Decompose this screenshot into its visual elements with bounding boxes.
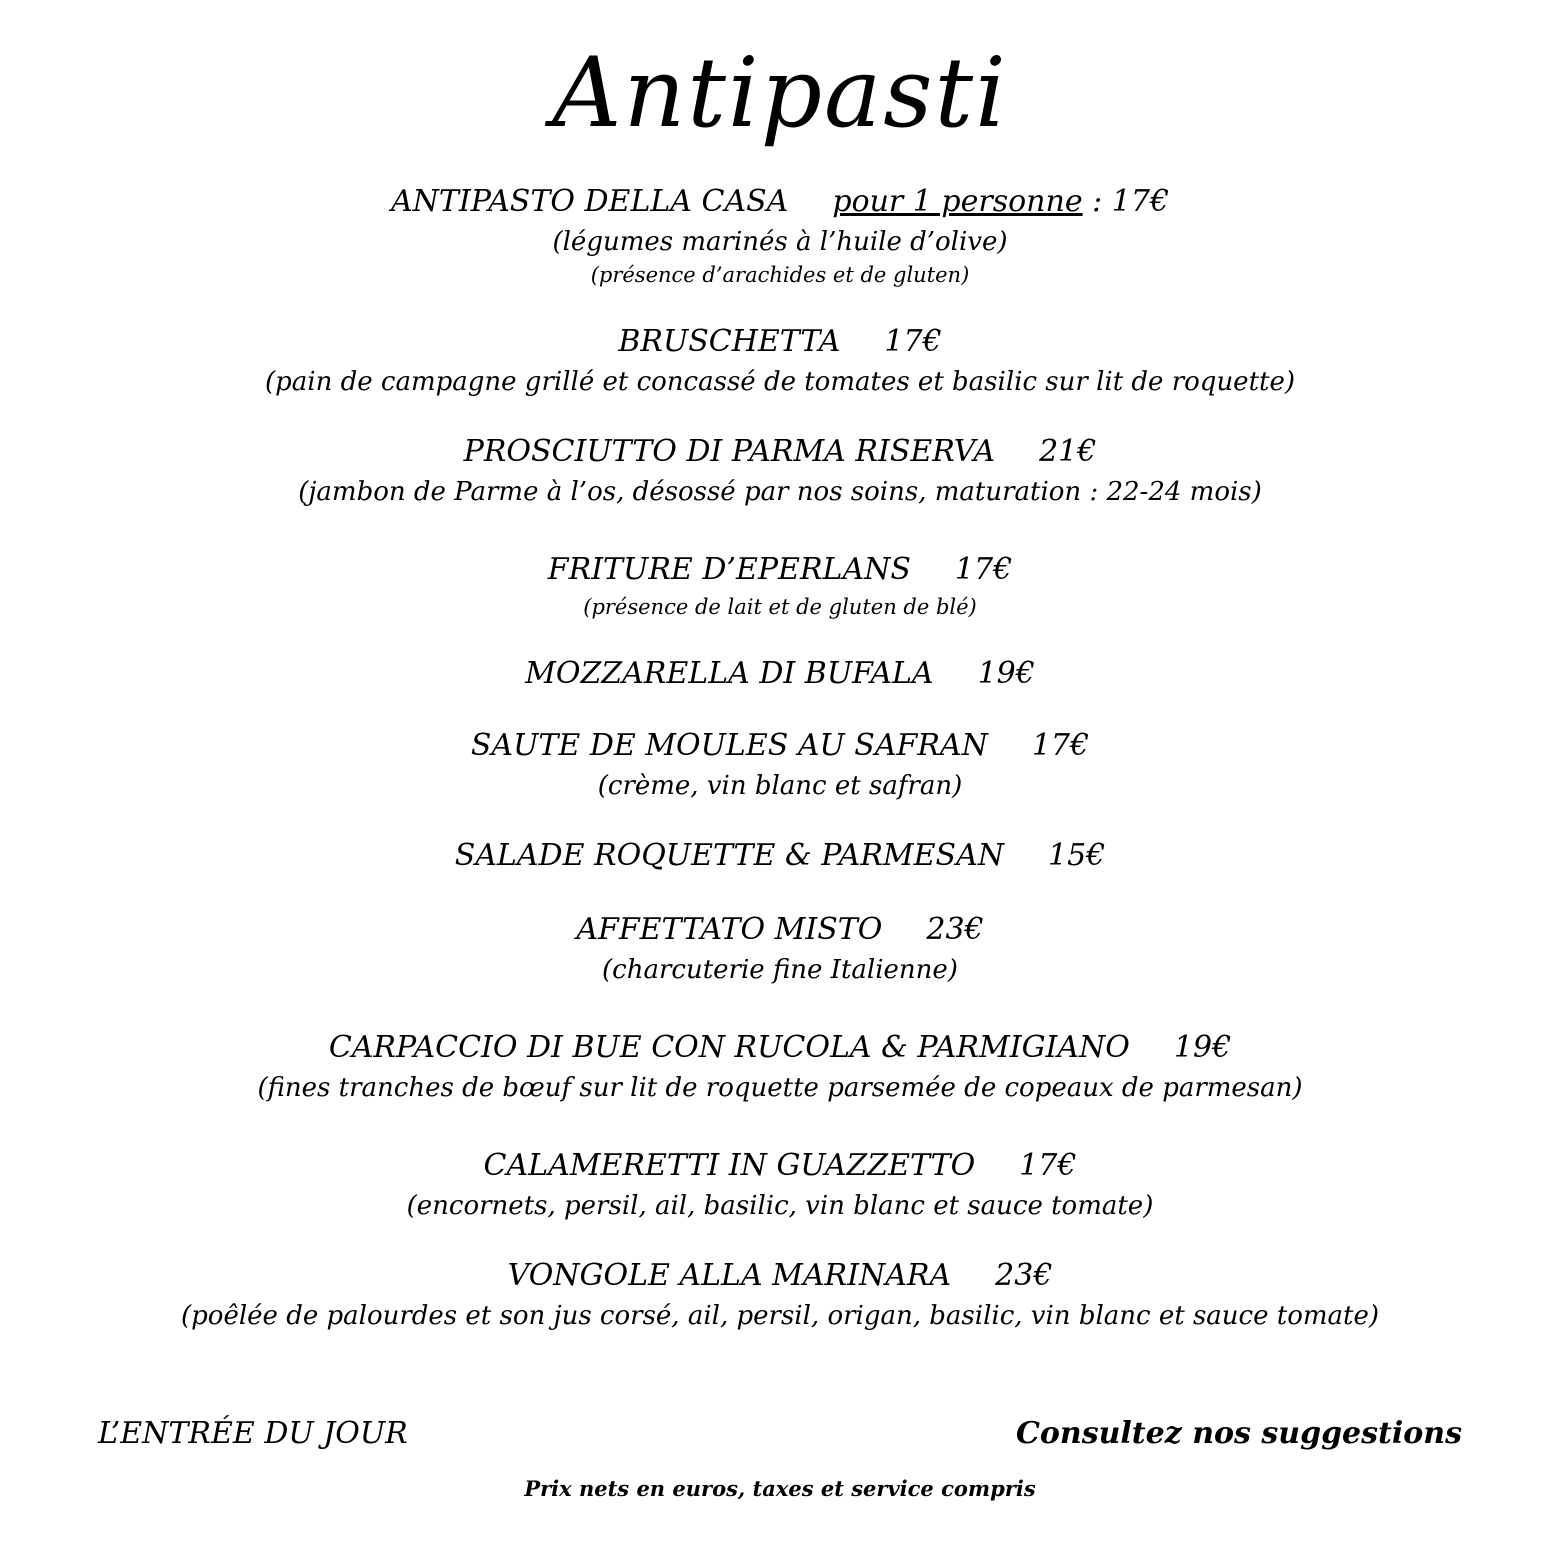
menu-item-antipasto-della-casa <box>0 184 1560 220</box>
item-name: AFFETTATO MISTO <box>576 912 883 947</box>
item-name: CALAMERETTI IN GUAZZETTO <box>483 1148 976 1183</box>
menu-item-bruschetta <box>0 324 1560 360</box>
item-description: (jambon de Parme à l’os, désossé par nos soins, maturation : 22-24 mois) <box>298 477 1262 507</box>
menu-item-vongole <box>0 1258 1560 1294</box>
item-name: FRITURE D’EPERLANS <box>547 552 911 587</box>
item-name: PROSCIUTTO DI PARMA RISERVA <box>463 434 996 469</box>
menu-item-carpaccio <box>0 1030 1560 1066</box>
item-allergen-note: (présence de lait et de gluten de blé) <box>583 595 977 619</box>
item-description: (poêlée de palourdes et son jus corsé, ail, persil, origan, basilic, vin blanc et sauce tomate) <box>181 1301 1379 1331</box>
price-disclaimer: Prix nets en euros, taxes et service compris <box>524 1476 1036 1501</box>
item-description: (charcuterie fine Italienne) <box>602 955 958 985</box>
item-allergen-note: (présence d’arachides et de gluten) <box>590 263 970 287</box>
menu-item-saute-moules <box>0 728 1560 764</box>
item-description: (crème, vin blanc et safran) <box>597 771 963 801</box>
item-name: VONGOLE ALLA MARINARA <box>507 1258 952 1293</box>
menu-item-friture-eperlans <box>0 552 1560 588</box>
item-name: ANTIPASTO DELLA CASA <box>390 184 789 219</box>
item-portion-note: pour 1 personne <box>832 184 1083 219</box>
menu-item-calameretti <box>0 1148 1560 1184</box>
item-description: (encornets, persil, ail, basilic, vin blanc et sauce tomate) <box>406 1191 1154 1221</box>
item-price: 17€ <box>954 552 1013 587</box>
menu-item-salade-roquette <box>0 838 1560 874</box>
item-name: SAUTE DE MOULES AU SAFRAN <box>470 728 988 763</box>
daily-starter-label: L’ENTRÉE DU JOUR <box>98 1416 408 1451</box>
item-price: : 17€ <box>1092 184 1170 219</box>
item-price: 23€ <box>926 912 984 947</box>
page-title: Antipasti <box>552 37 1008 149</box>
item-price: 21€ <box>1039 434 1097 469</box>
menu-item-mozzarella <box>0 656 1560 692</box>
item-price: 15€ <box>1048 838 1106 873</box>
item-description: (légumes marinés à l’huile d’olive) <box>552 227 1008 257</box>
item-description: (pain de campagne grillé et concassé de tomates et basilic sur lit de roquette) <box>265 367 1295 397</box>
item-name: CARPACCIO DI BUE CON RUCOLA & PARMIGIANO <box>328 1030 1130 1065</box>
menu-item-affettato-misto <box>0 912 1560 948</box>
item-price: 19€ <box>1173 1030 1232 1065</box>
item-price: 17€ <box>884 324 942 359</box>
item-price: 17€ <box>1031 728 1090 763</box>
item-price: 17€ <box>1019 1148 1077 1183</box>
item-name: BRUSCHETTA <box>618 324 841 359</box>
item-price: 19€ <box>977 656 1035 691</box>
menu-item-prosciutto <box>0 434 1560 470</box>
suggestions-note: Consultez nos suggestions <box>1016 1416 1462 1451</box>
item-name: SALADE ROQUETTE & PARMESAN <box>454 838 1004 873</box>
item-price: 23€ <box>995 1258 1053 1293</box>
item-name: MOZZARELLA DI BUFALA <box>525 656 934 691</box>
item-description: (fines tranches de bœuf sur lit de roquette parsemée de copeaux de parmesan) <box>257 1073 1303 1103</box>
